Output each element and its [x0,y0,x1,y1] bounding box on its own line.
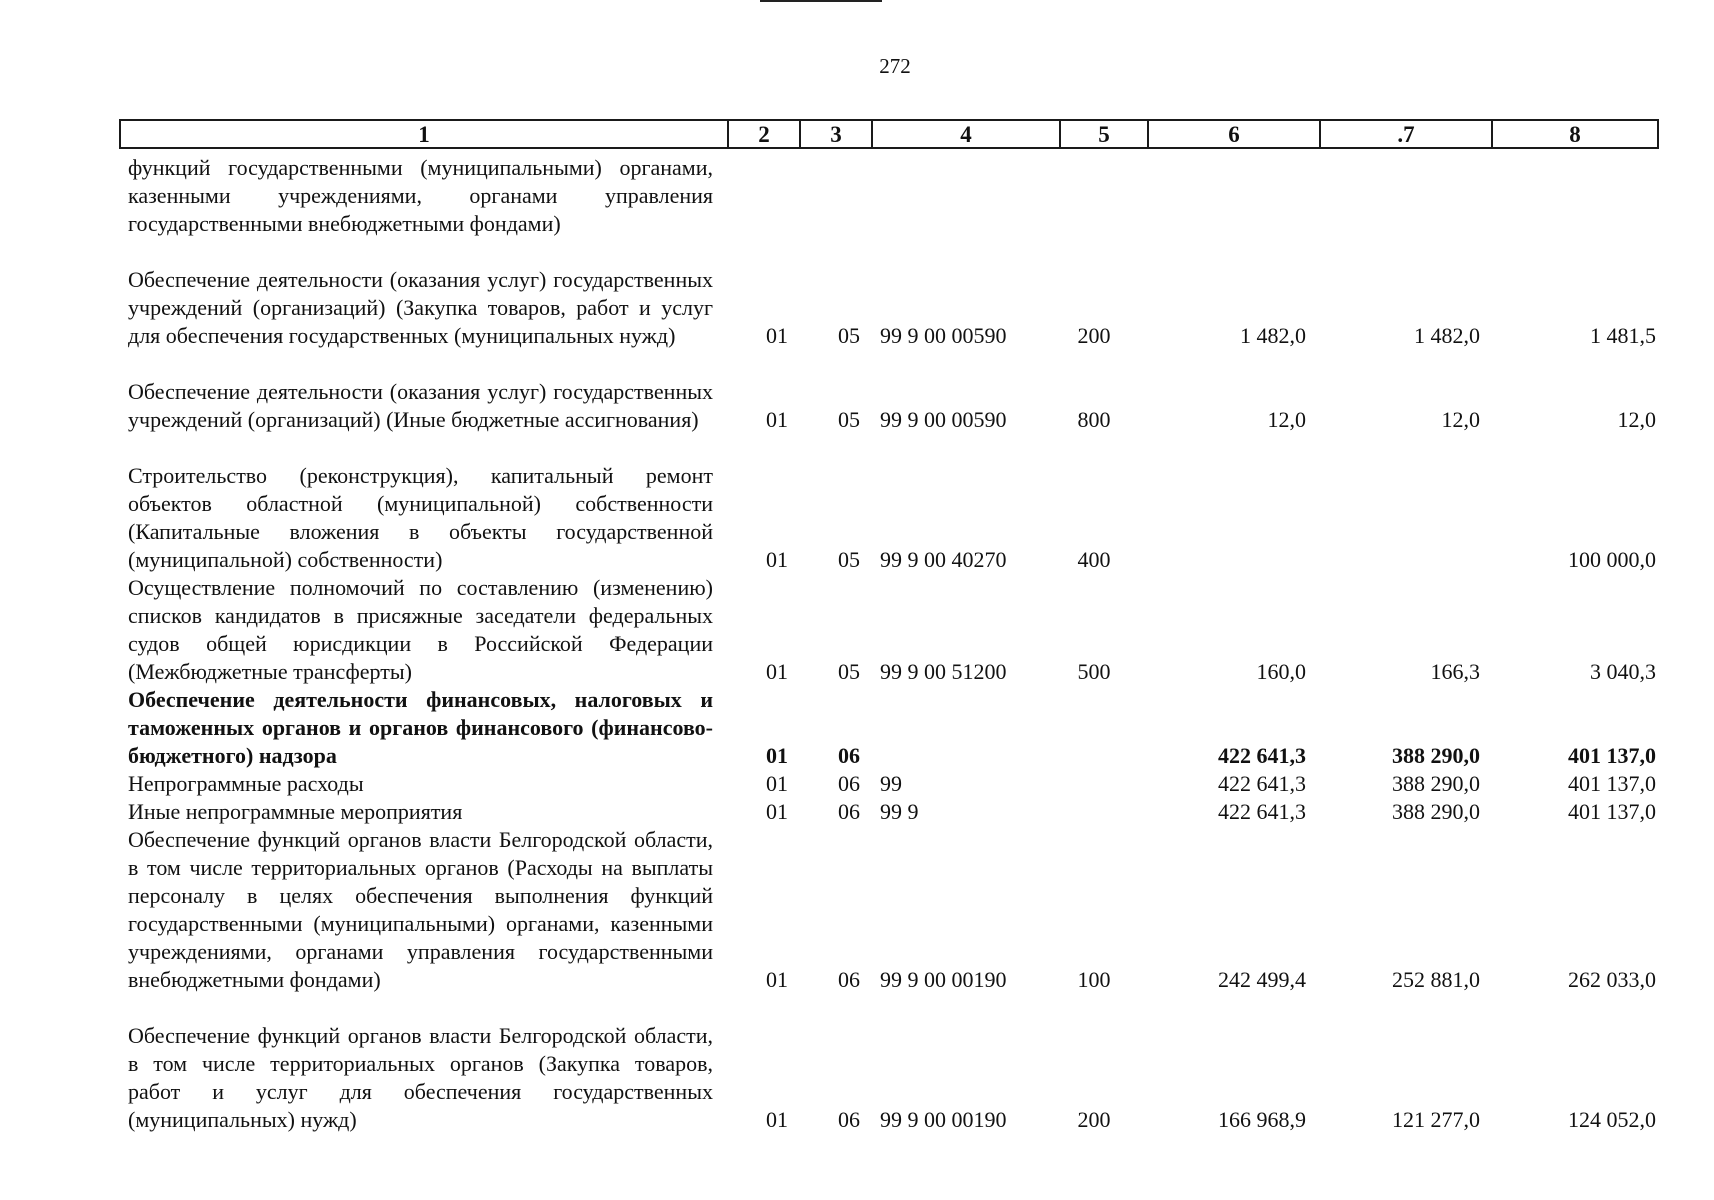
row-subsection: 06 [838,799,860,824]
table-row [128,1022,1658,1134]
row-amount-col8: 1 481,5 [1590,323,1656,348]
row-description: Осуществление полномочий по составлению (изменению) списков кандидатов в присяжные заседатели федеральных судов общей юрисдикции в Российской Федерации (Межбюджетные трансферты) [128,575,713,684]
row-subsection: 05 [838,323,860,348]
row-amount-col8: 12,0 [1617,407,1656,432]
row-section: 01 [766,799,788,824]
row-target-article: 99 9 00 40270 [880,547,1007,572]
row-amount-col8: 401 137,0 [1568,799,1656,824]
row-section: 01 [766,323,788,348]
row-subsection: 06 [838,771,860,796]
row-target-article: 99 9 [880,799,919,824]
row-amount-col6: 166 968,9 [1218,1107,1306,1132]
row-description: Обеспечение функций органов власти Белгородской области, в том числе территориальных органов (Расходы на выплаты персоналу в целях обеспечения выполнения функций государственными (муниципальными) органами, казенными учреждениями, органами управления государственными внебюджетными фондами) [128,827,713,992]
row-subsection: 05 [838,547,860,572]
row-description: Обеспечение деятельности (оказания услуг) государственных учреждений (организаций) (Иные бюджетные ассигнования) [128,379,713,432]
row-section: 01 [766,1107,788,1132]
row-amount-col7: 1 482,0 [1414,323,1480,348]
table-row [128,798,1658,826]
row-target-article: 99 [880,771,902,796]
row-amount-col6: 242 499,4 [1218,967,1306,992]
row-amount-col6: 1 482,0 [1240,323,1306,348]
header-col-8: 8 [1569,122,1581,147]
table-row [128,826,1658,994]
row-amount-col6: 160,0 [1256,659,1306,684]
row-expense-type: 500 [1077,659,1111,684]
row-amount-col8: 124 052,0 [1568,1107,1656,1132]
row-amount-col7: 121 277,0 [1392,1107,1480,1132]
top-rule [760,0,882,2]
header-col-6: 6 [1149,121,1321,147]
row-target-article: 99 9 00 00590 [880,323,1007,348]
row-amount-col8: 401 137,0 [1568,771,1656,796]
row-expense-type: 800 [1077,407,1111,432]
page-number: 272 [879,54,911,78]
row-section: 01 [766,407,788,432]
row-amount-col8: 100 000,0 [1568,547,1656,572]
row-section: 01 [766,659,788,684]
row-description: Обеспечение функций органов власти Белгородской области, в том числе территориальных органов (Закупка товаров, работ и услуг для обеспечения государственных (муниципальных) нужд) [128,1023,713,1132]
row-expense-type: 400 [1077,547,1111,572]
table-header [119,119,1659,149]
header-col-4: 4 [873,121,1061,147]
row-subsection: 06 [838,967,860,992]
row-amount-col6: 422 641,3 [1218,799,1306,824]
row-amount-col6: 422 641,3 [1218,743,1306,768]
row-target-article: 99 9 00 00190 [880,1107,1007,1132]
row-amount-col7: 388 290,0 [1392,799,1480,824]
row-amount-col8: 262 033,0 [1568,967,1656,992]
row-description: Обеспечение деятельности финансовых, налоговых и таможенных органов и органов финансового (финансово-бюджетного) надзора [128,687,713,768]
row-subsection: 06 [838,1107,860,1132]
header-col-7: .7 [1321,121,1493,147]
row-subsection: 06 [838,743,860,768]
row-amount-col8: 3 040,3 [1590,659,1656,684]
row-expense-type: 200 [1077,1107,1111,1132]
row-amount-col7: 388 290,0 [1392,743,1480,768]
table-row [128,686,1658,770]
table-row [128,770,1658,798]
header-col-1: 1 [121,121,729,147]
row-subsection: 05 [838,407,860,432]
row-section: 01 [766,771,788,796]
table-row [128,154,1658,238]
row-amount-col6: 12,0 [1267,407,1306,432]
row-target-article: 99 9 00 00190 [880,967,1007,992]
table-row [128,574,1658,686]
row-description: Обеспечение деятельности (оказания услуг) государственных учреждений (организаций) (Закупка товаров, работ и услуг для обеспечения государственных (муниципальных нужд) [128,267,713,348]
row-description: Непрограммные расходы [128,771,364,796]
row-amount-col6: 422 641,3 [1218,771,1306,796]
table-row [128,378,1658,434]
row-section: 01 [766,547,788,572]
row-subsection: 05 [838,659,860,684]
row-target-article: 99 9 00 51200 [880,659,1007,684]
header-col-3: 3 [801,121,873,147]
row-amount-col7: 12,0 [1441,407,1480,432]
row-amount-col7: 252 881,0 [1392,967,1480,992]
row-section: 01 [766,743,788,768]
row-section: 01 [766,967,788,992]
row-amount-col7: 166,3 [1430,659,1480,684]
row-expense-type: 100 [1077,967,1111,992]
row-description: функций государственными (муниципальными) органами, казенными учреждениями, органами управления государственными внебюджетными фондами) [128,155,713,236]
row-expense-type: 200 [1077,323,1111,348]
table-row [128,462,1658,574]
table-row [128,266,1658,350]
row-description: Строительство (реконструкция), капитальный ремонт объектов областной (муниципальной) собственности (Капитальные вложения в объекты государственной (муниципальной) собственности) [128,463,713,572]
row-target-article: 99 9 00 00590 [880,407,1007,432]
row-description: Иные непрограммные мероприятия [128,799,463,824]
header-col-2: 2 [729,121,801,147]
row-amount-col7: 388 290,0 [1392,771,1480,796]
header-col-5: 5 [1061,121,1149,147]
row-amount-col8: 401 137,0 [1568,743,1656,768]
